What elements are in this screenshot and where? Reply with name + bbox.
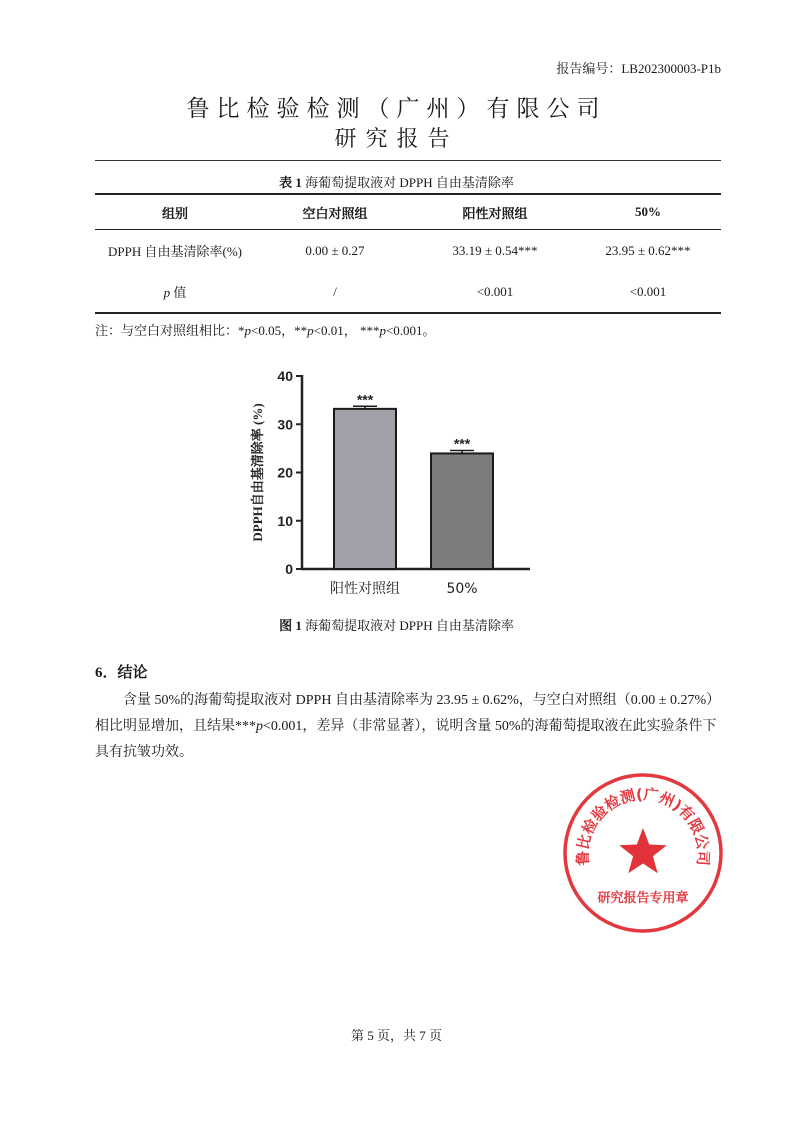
bar [334,409,396,569]
y-tick-label: 20 [277,464,293,481]
official-seal-stamp [560,770,726,936]
y-tick-label: 40 [277,368,293,384]
results-table [95,193,721,314]
y-tick-label: 0 [285,561,293,577]
header-divider [95,160,721,161]
col-header-blank: 空白对照组 [255,194,415,230]
y-ticks [277,368,302,577]
figure-caption: 图 1 海葡萄提取液对 DPPH 自由基清除率 [279,618,514,633]
page-number: 第 5 页，共 7 页 [350,1028,442,1043]
x-tick-label: 阳性对照组 [330,581,400,597]
y-axis-label: DPPH自由基清除率 (%) [250,403,265,542]
conclusion-paragraph: 含量 50%的海葡萄提取液对 DPPH 自由基清除率为 23.95 ± 0.62%，与空白对照组（0.00 ± 0.27%）相比明显增加，且结果***p<0.001，差异（非常显著），说明含量 50%的海葡萄提取液在此实验条件下具有抗皱功效。 [95,693,721,760]
significance-label: *** [356,391,374,408]
x-tick-label: 50% [446,581,478,597]
seal-bottom-text: 研究报告专用章 [597,891,689,906]
bars [330,391,493,597]
cell-value: 0.00 ± 0.27 [305,242,365,258]
cell-value: <0.001 [575,271,721,313]
cell-value: / [255,271,415,313]
cell-value: <0.001 [415,271,575,313]
y-tick-label: 10 [277,512,293,529]
significance-label: *** [453,435,471,452]
cell-value: 23.95 ± 0.62*** [605,242,691,258]
cell-value: 33.19 ± 0.54*** [452,242,538,258]
seal-star-icon [619,828,667,873]
company-name: 鲁比检验检测（广州）有限公司 [186,96,607,121]
col-header-50pct: 50% [575,194,721,230]
section-title: 6．结论 [95,665,148,681]
row-label-p-value: p 值 [95,271,255,313]
col-header-positive: 阳性对照组 [415,194,575,230]
table-caption: 表 1 海葡萄提取液对 DPPH 自由基清除率 [279,175,514,190]
y-tick-label: 30 [277,416,293,433]
table-row [95,230,721,272]
report-number: 报告编号：LB202300003-P1b [556,61,721,76]
bar-chart [240,360,540,605]
bar [431,453,493,569]
table-header-row [95,194,721,230]
table-note: 注：与空白对照组相比：*p<0.05，**p<0.01， ***p<0.001。 [95,323,436,338]
document-type: 研究报告 [334,126,459,151]
seal-arc-text: 鲁比检验检测(广州)有限公司 [573,785,713,867]
table-row [95,271,721,313]
col-header-group: 组别 [95,194,255,230]
row-label-dpph: DPPH 自由基清除率(%) [108,244,242,259]
